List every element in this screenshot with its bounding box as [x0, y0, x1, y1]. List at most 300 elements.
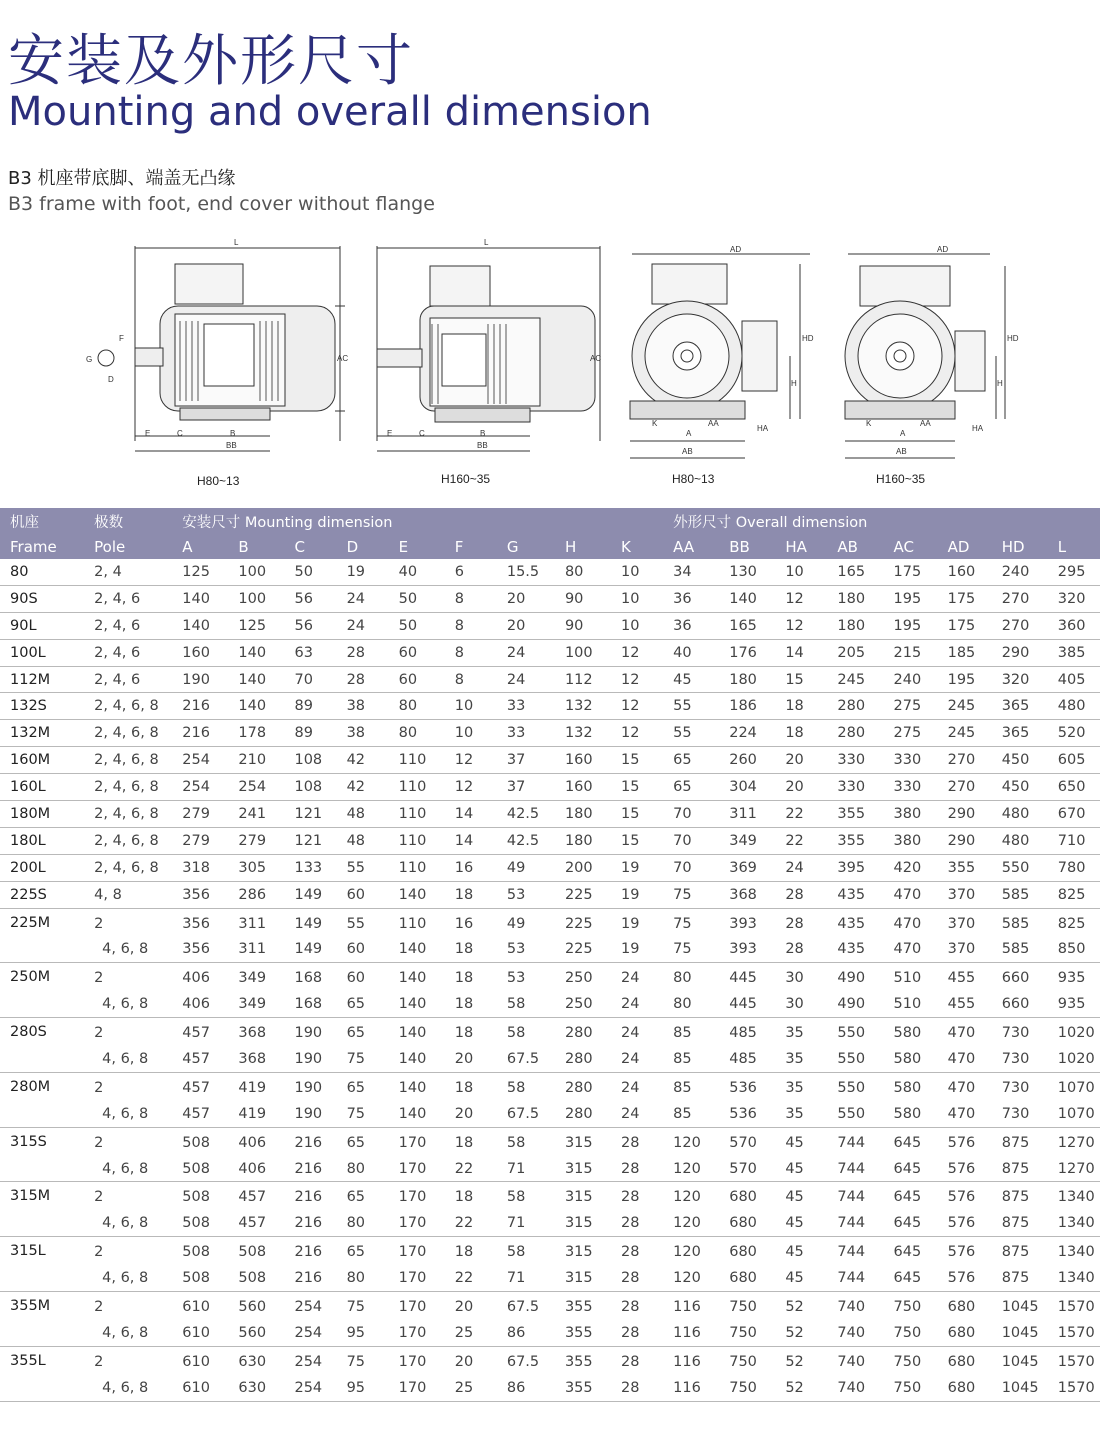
value-cell-a: 356 [172, 936, 228, 962]
table-row [0, 908, 1100, 936]
value-cell-ha: 15 [775, 666, 827, 693]
value-cell-hd: 730 [1001, 1079, 1030, 1096]
value-cell-l: 605 [1048, 747, 1100, 774]
value-cell-l: 825 [1057, 915, 1086, 932]
value-cell-hd: 450 [992, 747, 1048, 774]
frame-cell: 355M [0, 1292, 84, 1347]
value-cell-aa: 70 [663, 801, 719, 828]
value-cell-hd: 550 [992, 854, 1048, 881]
value-cell-g: 53 [506, 970, 526, 987]
pole-cell: 2 [94, 1134, 104, 1151]
value-cell-d: 28 [337, 666, 389, 693]
value-cell-ha: 45 [785, 1244, 804, 1261]
value-cell-f: 12 [445, 747, 497, 774]
value-cell-ab: 435 [837, 915, 866, 932]
value-cell-ab: 330 [827, 747, 883, 774]
table-column-header-row [0, 534, 1100, 559]
value-cell-f: 8 [445, 666, 497, 693]
value-cell-ac: 580 [893, 1079, 922, 1096]
value-cell-k: 19 [621, 915, 640, 932]
value-cell-f: 25 [445, 1320, 497, 1346]
value-cell-hd: 450 [992, 774, 1048, 801]
table-row [0, 559, 1100, 585]
value-cell-ab: 435 [827, 881, 883, 908]
value-cell-ad: 470 [938, 1046, 992, 1072]
value-cell-ad: 455 [947, 970, 976, 987]
value-cell-l: 670 [1048, 801, 1100, 828]
value-cell-c: 216 [294, 1189, 323, 1206]
value-cell-hd: 875 [1001, 1189, 1030, 1206]
dim-AA-2: AA [920, 419, 931, 428]
value-cell-f: 12 [445, 774, 497, 801]
value-cell-h: 250 [555, 991, 611, 1017]
value-cell-f: 18 [445, 936, 497, 962]
value-cell-b: 560 [238, 1298, 267, 1315]
value-cell-k: 24 [621, 1025, 640, 1042]
value-cell-g: 67.5 [506, 1298, 540, 1315]
value-cell-c: 108 [284, 774, 336, 801]
value-cell-f: 6 [445, 559, 497, 585]
value-cell-g: 58 [506, 1244, 526, 1261]
value-cell-aa: 70 [663, 827, 719, 854]
value-cell-bb: 680 [729, 1244, 757, 1261]
dim-AD-1: AD [730, 245, 742, 254]
value-cell-b: 406 [238, 1134, 267, 1151]
pole-cell: 2, 4, 6 [84, 666, 172, 693]
frame-cell: 225S [0, 881, 84, 908]
pole-cell: 2 [94, 915, 104, 932]
value-cell-ha: 18 [775, 720, 827, 747]
value-cell-l: 1070 [1057, 1079, 1095, 1096]
value-cell-l: 1570 [1057, 1353, 1095, 1370]
value-cell-c: 254 [294, 1298, 323, 1315]
value-cell-ha: 45 [775, 1210, 827, 1236]
value-cell-h: 90 [555, 585, 611, 612]
value-cell-l: 320 [1048, 585, 1100, 612]
value-cell-h: 315 [555, 1156, 611, 1182]
table-row [0, 827, 1100, 854]
pole-cell: 4, 6, 8 [84, 1375, 172, 1401]
value-cell-e: 140 [389, 1101, 445, 1127]
value-cell-b: 560 [228, 1320, 284, 1346]
value-cell-e: 110 [389, 774, 445, 801]
pole-cell: 2 [94, 970, 104, 987]
pole-cell: 2 [94, 1244, 104, 1261]
frame-cell: 132M [0, 720, 84, 747]
value-cell-k: 28 [621, 1244, 640, 1261]
value-cell-b: 406 [228, 1156, 284, 1182]
value-cell-c: 190 [294, 1025, 323, 1042]
value-cell-bb: 445 [729, 970, 757, 987]
value-cell-hd: 660 [1001, 970, 1030, 987]
column-header-ab: AB [827, 534, 883, 559]
value-cell-l: 1340 [1048, 1210, 1100, 1236]
value-cell-h: 315 [564, 1189, 593, 1206]
value-cell-d: 60 [337, 881, 389, 908]
drawings-svg [0, 236, 1100, 496]
value-cell-hd: 730 [992, 1046, 1048, 1072]
value-cell-hd: 270 [992, 585, 1048, 612]
value-cell-bb: 750 [729, 1298, 757, 1315]
value-cell-a: 508 [182, 1134, 210, 1151]
value-cell-ab: 550 [837, 1079, 866, 1096]
value-cell-ad: 680 [947, 1353, 976, 1370]
value-cell-c: 121 [284, 801, 336, 828]
value-cell-ha: 28 [785, 915, 804, 932]
value-cell-a: 508 [182, 1244, 210, 1261]
column-header-l: L [1048, 534, 1100, 559]
value-cell-f: 8 [445, 585, 497, 612]
value-cell-f: 18 [445, 881, 497, 908]
value-cell-hd: 875 [1001, 1134, 1030, 1151]
value-cell-aa: 120 [663, 1265, 719, 1291]
value-cell-c: 149 [294, 915, 323, 932]
value-cell-e: 50 [389, 585, 445, 612]
value-cell-f: 18 [445, 991, 497, 1017]
value-cell-aa: 34 [663, 559, 719, 585]
value-cell-aa: 116 [673, 1298, 701, 1315]
value-cell-d: 65 [337, 991, 389, 1017]
value-cell-d: 42 [337, 747, 389, 774]
value-cell-g: 37 [497, 747, 555, 774]
value-cell-e: 140 [389, 1046, 445, 1072]
value-cell-h: 355 [564, 1298, 593, 1315]
value-cell-k: 28 [621, 1353, 640, 1370]
value-cell-ac: 470 [884, 936, 938, 962]
value-cell-aa: 116 [673, 1353, 701, 1370]
value-cell-c: 56 [284, 612, 336, 639]
value-cell-b: 368 [238, 1025, 267, 1042]
value-cell-f: 16 [445, 854, 497, 881]
value-cell-k: 28 [621, 1298, 640, 1315]
value-cell-bb: 680 [719, 1265, 775, 1291]
value-cell-l: 480 [1048, 693, 1100, 720]
table-header-group-row [0, 508, 1100, 534]
value-cell-d: 75 [346, 1353, 366, 1370]
value-cell-ha: 35 [785, 1025, 804, 1042]
value-cell-ha: 52 [775, 1375, 827, 1401]
value-cell-l: 710 [1048, 827, 1100, 854]
value-cell-l: 650 [1048, 774, 1100, 801]
value-cell-ad: 175 [938, 585, 992, 612]
frame-cell: 355L [0, 1346, 84, 1401]
value-cell-a: 254 [172, 747, 228, 774]
value-cell-hd: 1045 [1001, 1298, 1039, 1315]
value-cell-b: 508 [228, 1265, 284, 1291]
value-cell-ab: 744 [837, 1244, 866, 1261]
column-header-a: A [172, 534, 228, 559]
value-cell-b: 140 [228, 693, 284, 720]
value-cell-k: 28 [611, 1210, 663, 1236]
value-cell-hd: 875 [992, 1210, 1048, 1236]
value-cell-g: 58 [506, 1189, 526, 1206]
value-cell-g: 71 [497, 1210, 555, 1236]
value-cell-d: 28 [337, 639, 389, 666]
value-cell-c: 190 [294, 1079, 323, 1096]
value-cell-hd: 585 [992, 936, 1048, 962]
value-cell-d: 38 [337, 693, 389, 720]
value-cell-d: 24 [337, 612, 389, 639]
value-cell-h: 280 [564, 1025, 593, 1042]
value-cell-bb: 570 [719, 1156, 775, 1182]
value-cell-ac: 275 [884, 693, 938, 720]
value-cell-aa: 85 [663, 1101, 719, 1127]
value-cell-l: 825 [1048, 881, 1100, 908]
value-cell-a: 216 [172, 693, 228, 720]
value-cell-bb: 445 [719, 991, 775, 1017]
value-cell-d: 75 [337, 1101, 389, 1127]
value-cell-k: 24 [621, 1079, 640, 1096]
frame-cell: 315S [0, 1127, 84, 1182]
value-cell-bb: 260 [719, 747, 775, 774]
value-cell-a: 508 [172, 1210, 228, 1236]
value-cell-h: 180 [555, 801, 611, 828]
value-cell-ad: 370 [938, 936, 992, 962]
value-cell-ac: 470 [884, 881, 938, 908]
value-cell-ab: 740 [827, 1375, 883, 1401]
value-cell-f: 20 [454, 1353, 474, 1370]
value-cell-ha: 35 [775, 1046, 827, 1072]
value-cell-a: 279 [172, 827, 228, 854]
value-cell-a: 406 [182, 970, 210, 987]
value-cell-d: 48 [337, 801, 389, 828]
value-cell-ab: 744 [827, 1265, 883, 1291]
value-cell-aa: 80 [673, 970, 692, 987]
value-cell-ha: 14 [775, 639, 827, 666]
value-cell-l: 935 [1048, 991, 1100, 1017]
header-mounting: 安装尺寸 Mounting dimension [172, 508, 663, 534]
value-cell-ab: 490 [827, 991, 883, 1017]
value-cell-k: 12 [611, 693, 663, 720]
table-row [0, 1156, 1100, 1182]
value-cell-c: 216 [284, 1265, 336, 1291]
frame-cell: 280S [0, 1018, 84, 1073]
value-cell-ad: 185 [938, 639, 992, 666]
value-cell-ab: 740 [837, 1298, 866, 1315]
table-row [0, 1265, 1100, 1291]
value-cell-l: 295 [1048, 559, 1100, 585]
value-cell-bb: 750 [729, 1353, 757, 1370]
value-cell-hd: 875 [992, 1156, 1048, 1182]
value-cell-k: 15 [611, 827, 663, 854]
value-cell-aa: 85 [673, 1025, 692, 1042]
value-cell-aa: 45 [663, 666, 719, 693]
value-cell-ac: 380 [884, 827, 938, 854]
side-view-large-drawing [377, 246, 600, 451]
value-cell-bb: 304 [719, 774, 775, 801]
value-cell-ad: 370 [938, 881, 992, 908]
value-cell-c: 70 [284, 666, 336, 693]
value-cell-ab: 280 [827, 720, 883, 747]
value-cell-g: 58 [506, 1134, 526, 1151]
value-cell-d: 60 [346, 970, 366, 987]
frame-cell: 132S [0, 693, 84, 720]
value-cell-ab: 435 [827, 936, 883, 962]
value-cell-e: 40 [389, 559, 445, 585]
value-cell-ac: 580 [884, 1101, 938, 1127]
pole-cell: 2, 4, 6, 8 [84, 693, 172, 720]
value-cell-g: 20 [497, 585, 555, 612]
column-header-b: B [228, 534, 284, 559]
value-cell-aa: 85 [663, 1046, 719, 1072]
value-cell-ac: 275 [884, 720, 938, 747]
value-cell-ha: 20 [775, 774, 827, 801]
value-cell-b: 457 [238, 1189, 267, 1206]
pole-cell: 4, 8 [84, 881, 172, 908]
value-cell-ha: 35 [775, 1101, 827, 1127]
table-row [0, 585, 1100, 612]
value-cell-b: 311 [228, 936, 284, 962]
value-cell-l: 1270 [1048, 1156, 1100, 1182]
value-cell-b: 125 [228, 612, 284, 639]
value-cell-b: 630 [238, 1353, 267, 1370]
value-cell-g: 24 [497, 639, 555, 666]
value-cell-c: 56 [284, 585, 336, 612]
value-cell-k: 28 [621, 1134, 640, 1151]
value-cell-ab: 180 [827, 585, 883, 612]
value-cell-ha: 10 [775, 559, 827, 585]
value-cell-ac: 510 [884, 991, 938, 1017]
value-cell-bb: 176 [719, 639, 775, 666]
value-cell-c: 216 [294, 1134, 323, 1151]
value-cell-a: 457 [172, 1046, 228, 1072]
value-cell-aa: 120 [673, 1189, 701, 1206]
value-cell-ad: 470 [938, 1101, 992, 1127]
value-cell-a: 508 [172, 1265, 228, 1291]
value-cell-k: 12 [611, 720, 663, 747]
table-row [0, 1320, 1100, 1346]
dim-E-1: E [145, 429, 151, 438]
value-cell-hd: 660 [992, 991, 1048, 1017]
value-cell-aa: 75 [663, 936, 719, 962]
value-cell-ad: 470 [947, 1025, 976, 1042]
frame-cell: 200L [0, 854, 84, 881]
value-cell-aa: 65 [663, 747, 719, 774]
value-cell-e: 140 [389, 881, 445, 908]
value-cell-a: 125 [172, 559, 228, 585]
value-cell-b: 254 [228, 774, 284, 801]
value-cell-ad: 576 [938, 1265, 992, 1291]
value-cell-l: 1570 [1048, 1320, 1100, 1346]
value-cell-k: 15 [611, 747, 663, 774]
table-body [0, 559, 1100, 1401]
value-cell-bb: 570 [729, 1134, 757, 1151]
value-cell-c: 168 [294, 970, 323, 987]
value-cell-bb: 393 [729, 915, 757, 932]
table-row [0, 881, 1100, 908]
dim-F: F [119, 334, 124, 343]
value-cell-d: 65 [346, 1025, 366, 1042]
value-cell-d: 65 [346, 1244, 366, 1261]
column-header-ad: AD [938, 534, 992, 559]
column-header-aa: AA [663, 534, 719, 559]
value-cell-e: 170 [389, 1210, 445, 1236]
table-row [0, 1046, 1100, 1072]
value-cell-aa: 120 [663, 1210, 719, 1236]
value-cell-bb: 680 [729, 1189, 757, 1206]
value-cell-ha: 35 [785, 1079, 804, 1096]
value-cell-ac: 195 [884, 585, 938, 612]
value-cell-b: 349 [238, 970, 267, 987]
value-cell-d: 19 [337, 559, 389, 585]
value-cell-hd: 730 [1001, 1025, 1030, 1042]
table-row [0, 801, 1100, 828]
value-cell-ad: 576 [947, 1134, 976, 1151]
value-cell-e: 50 [389, 612, 445, 639]
value-cell-a: 318 [172, 854, 228, 881]
value-cell-c: 190 [284, 1101, 336, 1127]
dim-E-2: E [387, 429, 393, 438]
dim-H-2: H [997, 379, 1003, 388]
value-cell-c: 108 [284, 747, 336, 774]
value-cell-ad: 680 [947, 1298, 976, 1315]
value-cell-d: 42 [337, 774, 389, 801]
value-cell-hd: 480 [992, 827, 1048, 854]
value-cell-d: 80 [337, 1156, 389, 1182]
value-cell-g: 67.5 [497, 1101, 555, 1127]
value-cell-e: 140 [398, 1025, 427, 1042]
table-row [0, 1101, 1100, 1127]
pole-cell: 2 [94, 1353, 104, 1370]
value-cell-k: 10 [611, 585, 663, 612]
value-cell-ab: 395 [827, 854, 883, 881]
value-cell-ac: 330 [884, 774, 938, 801]
dim-AC-1: AC [337, 354, 349, 363]
value-cell-ad: 270 [938, 774, 992, 801]
value-cell-c: 254 [284, 1320, 336, 1346]
value-cell-b: 419 [238, 1079, 267, 1096]
value-cell-f: 14 [445, 827, 497, 854]
value-cell-e: 170 [398, 1353, 427, 1370]
value-cell-l: 385 [1048, 639, 1100, 666]
value-cell-g: 58 [506, 1025, 526, 1042]
value-cell-d: 80 [337, 1265, 389, 1291]
value-cell-b: 419 [228, 1101, 284, 1127]
table-row [0, 1018, 1100, 1046]
value-cell-h: 315 [564, 1134, 593, 1151]
value-cell-bb: 224 [719, 720, 775, 747]
value-cell-h: 280 [555, 1046, 611, 1072]
value-cell-e: 140 [389, 936, 445, 962]
value-cell-f: 8 [445, 639, 497, 666]
table-row [0, 612, 1100, 639]
dim-B-1: B [230, 429, 236, 438]
value-cell-ab: 550 [827, 1046, 883, 1072]
value-cell-ab: 740 [837, 1353, 866, 1370]
value-cell-ha: 22 [775, 801, 827, 828]
table-row [0, 963, 1100, 991]
value-cell-a: 254 [172, 774, 228, 801]
frame-cell: 280M [0, 1072, 84, 1127]
value-cell-b: 178 [228, 720, 284, 747]
value-cell-bb: 165 [719, 612, 775, 639]
value-cell-l: 1340 [1057, 1189, 1095, 1206]
value-cell-ad: 576 [938, 1210, 992, 1236]
table-row [0, 666, 1100, 693]
value-cell-ha: 52 [775, 1320, 827, 1346]
value-cell-b: 279 [228, 827, 284, 854]
value-cell-ab: 490 [837, 970, 866, 987]
value-cell-bb: 485 [719, 1046, 775, 1072]
value-cell-c: 168 [284, 991, 336, 1017]
value-cell-l: 1340 [1057, 1244, 1095, 1261]
value-cell-l: 1340 [1048, 1265, 1100, 1291]
value-cell-b: 630 [228, 1375, 284, 1401]
value-cell-g: 71 [497, 1265, 555, 1291]
value-cell-ac: 580 [893, 1025, 922, 1042]
value-cell-g: 42.5 [497, 801, 555, 828]
value-cell-k: 19 [611, 936, 663, 962]
